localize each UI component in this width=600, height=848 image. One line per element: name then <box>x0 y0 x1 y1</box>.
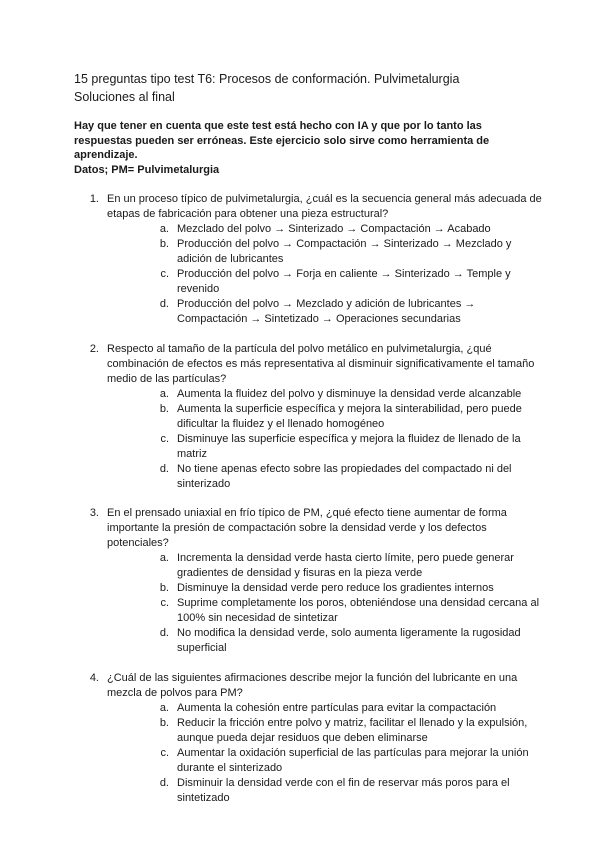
question-number: 2. <box>89 342 99 355</box>
question-number: 3. <box>89 507 99 519</box>
question-2 <box>74 342 544 492</box>
option-list <box>107 222 544 327</box>
intro-block <box>74 119 540 177</box>
option-letter: c. <box>160 597 169 609</box>
option-b <box>107 237 544 267</box>
option-text: Suprime completamente los poros, obteniéndose una densidad cercana al 100% sin necesidad de sintetizar <box>177 597 540 624</box>
option-text: Aumenta la superficie específica y mejora la sinterabilidad, pero puede dificultar la fluidez y el llenado homogéneo <box>177 402 522 430</box>
question-4 <box>74 671 544 806</box>
option-letter: a. <box>159 223 169 235</box>
option-d <box>107 776 544 806</box>
option-letter: c. <box>160 268 169 280</box>
option-letter: b. <box>159 582 169 594</box>
data-line: Datos; PM= Pulvimetalurgia <box>74 163 220 176</box>
option-c <box>107 596 544 626</box>
option-text: Producción del polvo → Compactación → Sinterizado → Mezclado y adición de lubricantes <box>177 238 512 265</box>
question-text: En un proceso típico de pulvimetalurgia, ¿cuál es la secuencia general más adecuada de etapas de fabricación para obtener una pieza estructural? <box>107 193 542 220</box>
question-text: En el prensado uniaxial en frío típico de PM, ¿qué efecto tiene aumentar de forma importante la presión de compactación sobre la densidad verde y los defectos potenciales? <box>107 507 507 549</box>
option-letter: d. <box>159 776 169 789</box>
option-text: Reducir la fricción entre polvo y matriz, facilitar el llenado y la expulsión, aunque pueda dejar residuos que deben eliminarse <box>177 716 528 744</box>
option-c <box>107 267 544 297</box>
option-text: Disminuye las superficie específica y mejora la fluidez de llenado de la matriz <box>177 432 521 460</box>
document-subtitle: Soluciones al final <box>74 90 175 104</box>
option-text: Disminuye la densidad verde pero reduce los gradientes internos <box>177 582 494 594</box>
option-d <box>107 626 544 656</box>
option-b <box>107 402 544 432</box>
option-letter: d. <box>159 298 169 310</box>
option-letter: c. <box>160 746 169 759</box>
option-text: Aumenta la fluidez del polvo y disminuye la densidad verde alcanzable <box>177 387 522 400</box>
option-b <box>107 716 544 746</box>
option-text: No tiene apenas efecto sobre las propiedades del compactado ni del sinterizado <box>177 462 512 490</box>
option-a <box>107 387 544 402</box>
question-number: 1. <box>89 193 99 205</box>
question-list <box>74 192 544 820</box>
option-letter: a. <box>159 552 169 564</box>
option-b <box>107 581 544 596</box>
option-letter: c. <box>160 432 169 445</box>
option-c <box>107 432 544 462</box>
option-letter: a. <box>159 701 169 714</box>
option-letter: b. <box>159 238 169 250</box>
option-a <box>107 551 544 581</box>
option-text: Aumentar la oxidación superficial de las partículas para mejorar la unión durante el sinterizado <box>177 746 529 774</box>
title-block <box>74 70 554 106</box>
question-number: 4. <box>89 671 99 684</box>
question-text: Respecto al tamaño de la partícula del polvo metálico en pulvimetalurgia, ¿qué combinación de efectos es más representativa al disminuir significativamente el tamaño medio de las partículas? <box>107 342 535 385</box>
option-text: Producción del polvo → Forja en caliente → Sinterizado → Temple y revenido <box>177 268 511 295</box>
ai-disclaimer: Hay que tener en cuenta que este test está hecho con IA y que por lo tanto las respuestas pueden ser erróneas. Este ejercicio solo sirve como herramienta de aprendizaje. <box>74 120 490 161</box>
option-list <box>107 387 544 492</box>
question-1 <box>74 192 544 327</box>
option-text: Disminuir la densidad verde con el fin de reservar más poros para el sintetizado <box>177 776 510 804</box>
option-letter: d. <box>159 627 169 639</box>
option-letter: b. <box>159 402 169 415</box>
option-text: Mezclado del polvo → Sinterizado → Compactación → Acabado <box>177 223 491 235</box>
option-text: Aumenta la cohesión entre partículas para evitar la compactación <box>177 701 497 714</box>
option-d <box>107 462 544 492</box>
option-letter: b. <box>159 716 169 729</box>
option-letter: d. <box>159 462 169 475</box>
option-text: No modifica la densidad verde, solo aumenta ligeramente la rugosidad superficial <box>177 627 521 654</box>
option-letter: a. <box>159 387 169 400</box>
question-text: ¿Cuál de las siguientes afirmaciones describe mejor la función del lubricante en una mezcla de polvos para PM? <box>107 671 518 699</box>
option-d <box>107 297 544 327</box>
option-text: Producción del polvo → Mezclado y adición de lubricantes → Compactación → Sintetizado → Operaciones secundarias <box>177 298 476 325</box>
document-title: 15 preguntas tipo test T6: Procesos de conformación. Pulvimetalurgia <box>74 72 460 86</box>
question-3 <box>74 506 544 656</box>
option-text: Incrementa la densidad verde hasta cierto límite, pero puede generar gradientes de densidad y fisuras en la pieza verde <box>177 552 514 579</box>
option-c <box>107 746 544 776</box>
option-list <box>107 701 544 806</box>
option-a <box>107 222 544 237</box>
option-list <box>107 551 544 656</box>
option-a <box>107 701 544 716</box>
